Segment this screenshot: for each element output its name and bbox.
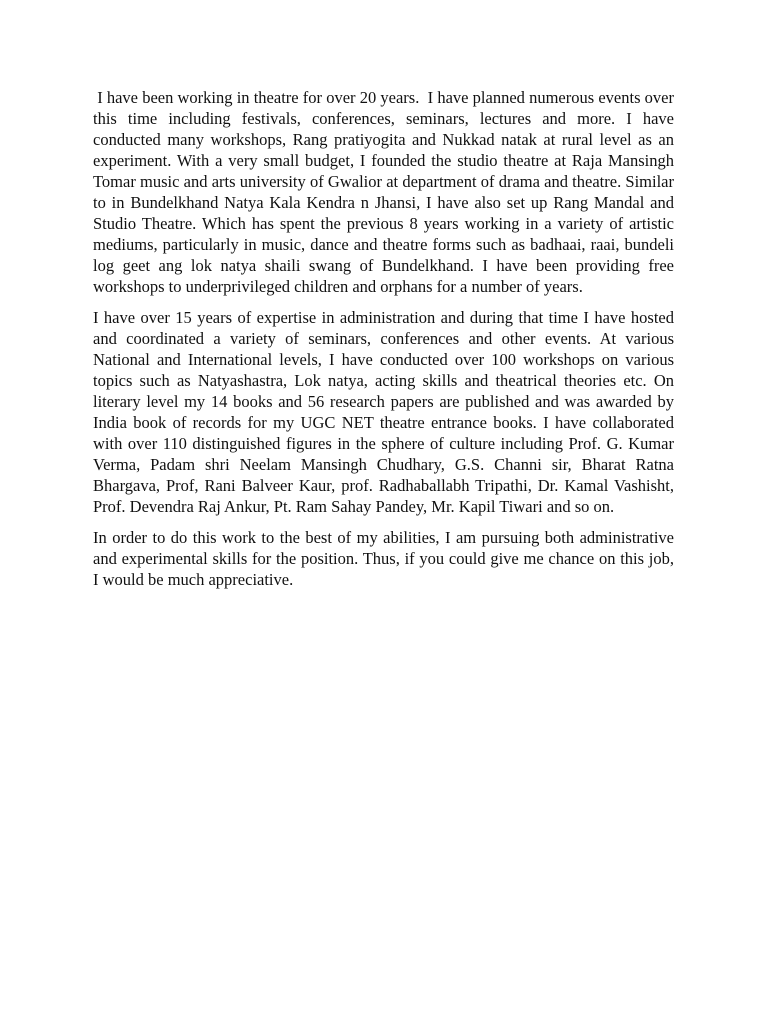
paragraph-closing: In order to do this work to the best of my abilities, I am pursuing both administrative and experimental skills for the position. Thus, if you could give me chance on this job, I would be much appreciative. [93,528,679,589]
document-body [93,87,679,600]
paragraph-administration-expertise: I have over 15 years of expertise in administration and during that time I have hosted and coordinated a variety of seminars, conferences and other events. At various National and International levels, I have conducted over 100 workshops on various topics such as Natyashastra, Lok natya, acting skills and theatrical theories etc. On literary level my 14 books and 56 research papers are published and was awarded by India book of records for my UGC NET theatre entrance books. I have collaborated with over 110 distinguished figures in the sphere of culture including Prof. G. Kumar Verma, Padam shri Neelam Mansingh Chudhary, G.S. Channi sir, Bharat Ratna Bhargava, Prof, Rani Balveer Kaur, prof. Radhaballabh Tripathi, Dr. Kamal Vashisht, Prof. Devendra Raj Ankur, Pt. Ram Sahay Pandey, Mr. Kapil Tiwari and so on. [93,308,679,516]
paragraph-theatre-experience: I have been working in theatre for over 20 years. I have planned numerous events over this time including festivals, conferences, seminars, lectures and more. I have conducted many workshops, Rang pratiyogita and Nukkad natak at rural level as an experiment. With a very small budget, I founded the studio theatre at Raja Mansingh Tomar music and arts university of Gwalior at department of drama and theatre. Similar to in Bundelkhand Natya Kala Kendra n Jhansi, I have also set up Rang Mandal and Studio Theatre. Which has spent the previous 8 years working in a variety of artistic mediums, particularly in music, dance and theatre forms such as badhaai, raai, bundeli log geet ang lok natya shaili swang of Bundelkhand. I have been providing free workshops to underprivileged children and orphans for a number of years. [93,88,679,296]
